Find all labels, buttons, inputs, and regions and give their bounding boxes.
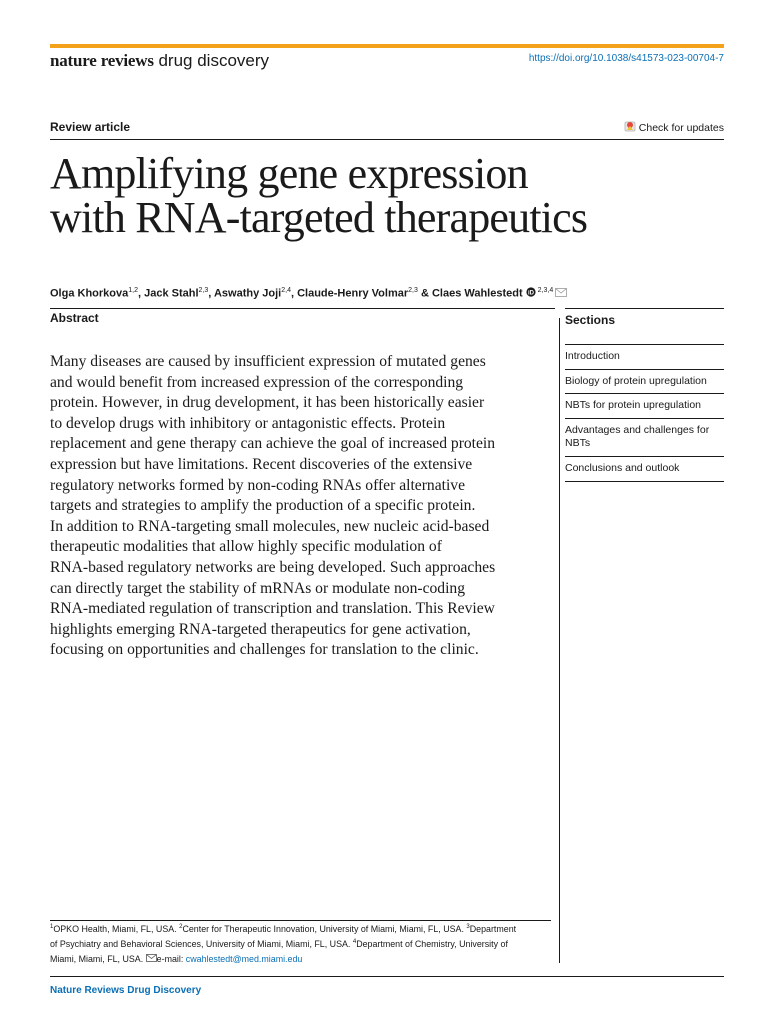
abstract-text — [50, 352, 555, 661]
journal-name[interactable] — [50, 51, 269, 71]
author-separator: , — [137, 287, 145, 300]
abstract-top-rule — [50, 308, 555, 309]
check-updates-icon — [624, 120, 636, 135]
author-name[interactable]: Jack Stahl — [144, 287, 199, 300]
author-affiliation: 2,3,4 — [537, 286, 554, 294]
email-label: e-mail: — [156, 954, 186, 964]
abstract-line: highlights emerging RNA-targeted therapeutics for gene activation, — [50, 620, 471, 638]
author-separator: , — [208, 287, 214, 300]
article-title — [50, 149, 724, 242]
abstract-line: focusing on opportunities and challenges for translation to the clinic. — [50, 641, 479, 659]
section-link[interactable]: Biology of protein upregulation — [565, 370, 724, 395]
abstract-line: RNA-mediated regulation of transcription and translation. This Review — [50, 600, 495, 618]
abstract-line: RNA-based regulatory networks are being developed. Such approaches — [50, 558, 496, 576]
sections-nav — [565, 308, 724, 482]
abstract-line: targets and strategies to amplify the production of a specific protein. — [50, 497, 476, 515]
footnote-line-2 — [50, 937, 555, 952]
footnote-line-3 — [50, 952, 555, 967]
affiliations-footnote — [50, 922, 555, 967]
footer-journal-name[interactable]: Nature Reviews Drug Discovery — [50, 985, 202, 996]
abstract-line: protein. However, in drug development, it has been historically easier — [50, 394, 485, 412]
check-for-updates-button[interactable] — [624, 120, 724, 135]
author-name[interactable]: Aswathy Joji — [213, 287, 282, 300]
footnote-affiliation-text: Department of Chemistry, University of — [356, 939, 508, 949]
footnote-affiliation-text: Center for Therapeutic Innovation, University of Miami, Miami, FL, USA. — [182, 924, 467, 934]
section-link[interactable]: Conclusions and outlook — [565, 457, 724, 482]
orcid-icon[interactable] — [523, 287, 538, 300]
author-name[interactable]: Claude-Henry Volmar — [297, 287, 409, 300]
check-updates-label: Check for updates — [638, 121, 724, 134]
email-envelope-icon[interactable] — [553, 288, 567, 300]
section-link[interactable]: Advantages and challenges for NBTs — [565, 419, 724, 457]
sections-heading: Sections — [565, 308, 724, 345]
article-type: Review article — [50, 120, 131, 134]
abstract-line: and would benefit from increased expression of the corresponding — [50, 373, 464, 391]
column-divider — [559, 318, 560, 963]
journal-name-rest: drug discovery — [153, 51, 270, 70]
author-affiliation: 2,3 — [198, 286, 209, 294]
header-divider — [50, 139, 724, 140]
title-line-1: Amplifying gene expression — [50, 149, 528, 198]
abstract-line: Many diseases are caused by insufficient expression of mutated genes — [50, 353, 486, 370]
abstract-line: replacement and gene therapy can achieve the goal of increased protein — [50, 435, 496, 453]
footnote-line-1 — [50, 922, 555, 937]
abstract-line: regulatory networks formed by non-coding RNAs offer alternative — [50, 476, 465, 494]
journal-name-bold: nature reviews — [50, 51, 154, 70]
footnote-affiliation-number: 2 — [179, 924, 183, 931]
footnote-affiliation-text: OPKO Health, Miami, FL, USA. — [53, 924, 180, 934]
abstract-line: therapeutic modalities that allow highly specific modulation of — [50, 538, 442, 556]
footer-rule — [50, 976, 724, 977]
author-separator: , — [290, 287, 298, 300]
header-accent-bar — [50, 44, 724, 48]
footnote-line-3-text: Miami, Miami, FL, USA. — [50, 954, 146, 964]
author-separator: & — [417, 287, 432, 300]
abstract-line: In addition to RNA-targeting small molecules, new nucleic acid-based — [50, 517, 490, 535]
author-name[interactable]: Claes Wahlestedt — [431, 287, 523, 300]
author-name[interactable]: Olga Khorkova — [50, 287, 129, 300]
section-link[interactable]: NBTs for protein upregulation — [565, 394, 724, 419]
footnote-rule — [50, 920, 551, 921]
footnote-affiliation-number: 1 — [50, 924, 54, 931]
corresponding-email-link[interactable]: cwahlestedt@med.miami.edu — [185, 954, 303, 964]
abstract-line: expression but have limitations. Recent discoveries of the extensive — [50, 455, 473, 473]
abstract-line: to develop drugs with inhibitory or antagonistic effects. Protein — [50, 414, 446, 432]
author-affiliation: 2,3 — [408, 286, 418, 294]
footnote-affiliation-text: Department — [469, 924, 517, 934]
title-line-2: with RNA-targeted therapeutics — [50, 193, 588, 242]
footnote-affiliation-text: of Psychiatry and Behavioral Sciences, University of Miami, Miami, FL, USA. — [50, 939, 353, 949]
author-affiliation: 1,2 — [128, 286, 138, 294]
abstract-heading: Abstract — [50, 311, 99, 325]
footnote-affiliation-number: 3 — [466, 924, 470, 931]
abstract-line: can directly target the stability of mRNAs or modulate non-coding — [50, 579, 466, 597]
envelope-icon — [146, 952, 157, 967]
author-affiliation: 2,4 — [281, 286, 291, 294]
author-list — [50, 287, 567, 300]
doi-link[interactable]: https://doi.org/10.1038/s41573-023-00704-7 — [528, 53, 724, 64]
footnote-affiliation-number: 4 — [352, 939, 357, 946]
section-link[interactable]: Introduction — [565, 345, 724, 370]
svg-text:iD: iD — [527, 290, 534, 297]
